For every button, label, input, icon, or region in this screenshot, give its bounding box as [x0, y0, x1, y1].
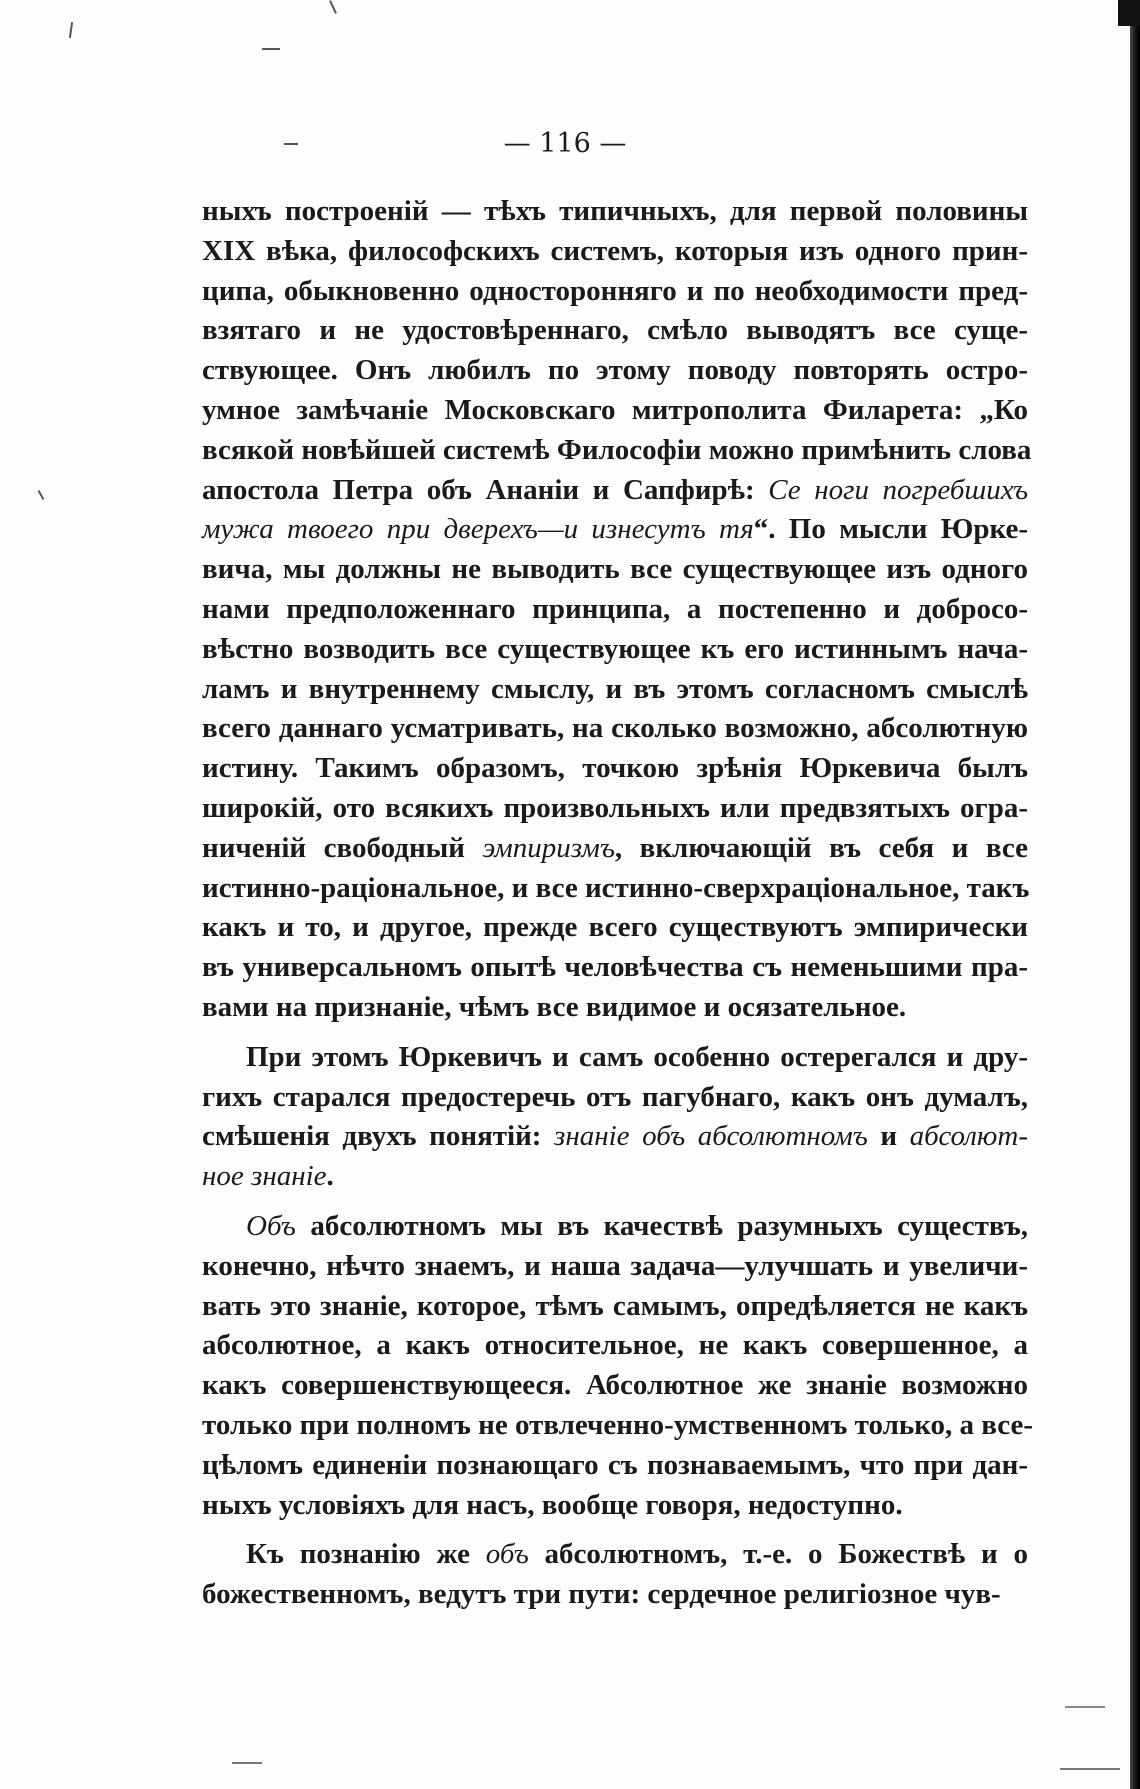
text-line	[202, 1287, 1028, 1327]
text-line	[202, 630, 1028, 670]
italic-run: абсолют-	[909, 1120, 1028, 1153]
text-run: нами предположеннаго принципа, а постепенно и добросо-	[202, 592, 1028, 625]
text-line	[202, 908, 1028, 948]
text-run: только при полномъ не отвлеченно-умственномъ только, а все-	[202, 1408, 1034, 1441]
scan-speck	[232, 1762, 262, 1764]
text-line	[202, 829, 1028, 869]
text-line	[202, 431, 1032, 471]
text-line	[202, 1575, 1028, 1615]
page-number: — 116 —	[503, 128, 627, 159]
italic-run: знаніе объ абсолютномъ	[554, 1120, 868, 1153]
text-run: ламъ и внутреннему смыслу, и въ этомъ согласномъ смыслѣ	[202, 672, 1028, 705]
text-line	[202, 1038, 1028, 1078]
text-line	[202, 709, 1028, 749]
text-run: вича, мы должны не выводить все существующее изъ одного	[202, 553, 1028, 586]
text-run: ныхъ построеній — тѣхъ типичныхъ, для первой половины	[202, 195, 1028, 227]
text-line	[202, 311, 1028, 351]
text-line	[202, 510, 1028, 550]
text-run: Къ познанію же	[246, 1538, 486, 1571]
text-line	[202, 1247, 1028, 1287]
text-run: абсолютномъ мы въ качествѣ разумныхъ существъ,	[295, 1209, 1028, 1242]
text-run: въ универсальномъ опытѣ человѣчества съ неменьшими пра-	[202, 951, 1028, 984]
scan-speck	[1060, 1768, 1120, 1770]
italic-run: Объ	[246, 1209, 296, 1242]
text-run: XIX вѣка, философскихъ системъ, которыя изъ одного прин-	[202, 234, 1028, 267]
text-line	[202, 1326, 1028, 1366]
text-line	[202, 1366, 1028, 1406]
text-line	[202, 948, 1028, 988]
scan-speck	[38, 490, 45, 500]
paragraph-gap	[202, 1028, 1028, 1038]
text-run: ципа, обыкновенно односторонняго и по необходимости пред-	[202, 274, 1028, 307]
page-binding-edge	[1130, 0, 1140, 1789]
page-corner-shadow	[1118, 0, 1140, 26]
paragraph	[202, 1535, 1028, 1615]
text-run: .	[326, 1160, 334, 1193]
text-run: всякой новѣйшей системѣ Философіи можно примѣнить слова	[202, 433, 1032, 466]
text-line	[202, 471, 1028, 511]
text-run: гихъ старался предостеречь отъ пагубнаго, какъ онъ думалъ,	[202, 1080, 1028, 1113]
scan-speck	[69, 22, 73, 38]
text-line	[202, 351, 1028, 391]
paragraph-gap	[202, 1197, 1028, 1207]
paragraph	[202, 1038, 1028, 1197]
text-line	[202, 988, 1028, 1028]
text-line	[202, 1117, 1028, 1157]
text-run: ниченій свободный	[202, 831, 483, 864]
text-run: вать это знаніе, которое, тѣмъ самымъ, опредѣляется не какъ	[202, 1289, 1028, 1322]
text-line	[202, 1486, 1028, 1526]
text-run: и	[867, 1120, 910, 1153]
italic-run: эмпиризмъ	[482, 831, 615, 864]
text-run: абсолютное, а какъ относительное, не какъ совершенное, а	[202, 1329, 1028, 1362]
text-run: апостола Петра объ Ананіи и Сапфирѣ:	[202, 473, 769, 506]
scan-speck	[262, 48, 280, 50]
paragraph-gap	[202, 1525, 1028, 1535]
paragraph	[202, 1207, 1034, 1525]
text-run: истинно-раціональное, и все истинно-сверхраціональное, такъ	[202, 871, 1030, 904]
scan-speck	[1065, 1706, 1105, 1708]
text-run: ствующее. Онъ любилъ по этому поводу повторять остро-	[202, 354, 1028, 387]
italic-run: ное знаніе	[202, 1160, 327, 1193]
text-line	[202, 1535, 1028, 1575]
italic-run: мужа твоего при дверехъ—и изнесутъ тя	[202, 513, 754, 546]
text-line	[202, 789, 1028, 829]
paragraph	[202, 192, 1032, 1028]
text-line	[202, 391, 1028, 431]
text-line	[202, 1406, 1034, 1446]
text-line	[202, 232, 1028, 272]
text-run: абсолютномъ, т.-е. о Божествѣ и о	[528, 1538, 1028, 1571]
italic-run: Се ноги погребшихъ	[768, 473, 1028, 506]
text-line	[202, 1446, 1028, 1486]
text-line	[202, 1157, 1028, 1197]
text-run: умное замѣчаніе Московскаго митрополита Филарета: „Ко	[202, 393, 1028, 426]
text-line	[202, 1078, 1028, 1118]
text-line	[202, 749, 1028, 789]
text-line	[202, 272, 1028, 312]
text-run: смѣшенія двухъ понятій:	[202, 1120, 555, 1153]
text-run: широкій, ото всякихъ произвольныхъ или предвзятыхъ огра-	[202, 791, 1028, 824]
text-run: конечно, нѣчто знаемъ, и наша задача—улучшать и увеличи-	[202, 1249, 1028, 1282]
text-run: вѣстно возводить все существующее къ его истиннымъ нача-	[202, 632, 1028, 665]
text-run: божественномъ, ведутъ три пути: сердечное религіозное чув-	[202, 1578, 1001, 1611]
text-run: какъ и то, и другое, прежде всего существуютъ эмпирически	[202, 911, 1028, 944]
italic-run: объ	[485, 1538, 529, 1571]
text-line	[202, 670, 1028, 710]
text-run: , включающій въ себя и все	[614, 831, 1029, 864]
text-line	[202, 192, 1028, 232]
text-run: истину. Такимъ образомъ, точкою зрѣнія Юркевича былъ	[202, 752, 1028, 785]
text-line	[202, 590, 1028, 630]
text-run: цѣломъ единеніи познающаго съ познаваемымъ, что при дан-	[202, 1448, 1028, 1481]
scan-speck	[329, 0, 337, 14]
text-run: какъ совершенствующееся. Абсолютное же знаніе возможно	[202, 1369, 1028, 1402]
body-text	[202, 192, 1034, 1615]
text-line	[202, 550, 1028, 590]
text-run: ныхъ условіяхъ для насъ, вообще говоря, недоступно.	[202, 1488, 903, 1521]
text-run: При этомъ Юркевичъ и самъ особенно остерегался и дру-	[246, 1040, 1028, 1073]
text-run: “. По мысли Юрке-	[753, 513, 1028, 546]
text-run: всего даннаго усматривать, на сколько возможно, абсолютную	[202, 712, 1028, 745]
text-run: взятаго и не удостовѣреннаго, смѣло выводятъ все суще-	[202, 314, 1028, 347]
text-line	[202, 1207, 1028, 1247]
text-run: вами на признаніе, чѣмъ все видимое и осязательное.	[202, 990, 907, 1023]
text-line	[202, 869, 1028, 909]
